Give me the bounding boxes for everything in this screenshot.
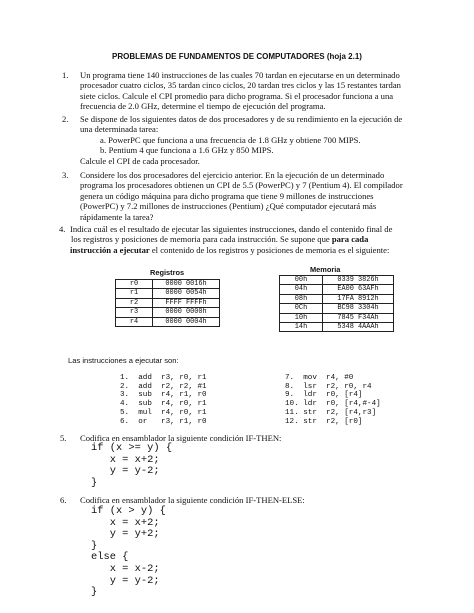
instructions-list-left: 1. add r3, r0, r1 2. add r2, r2, #1 3. sub r4, r1, r0 4. sub r4, r0, r1 5. mul r4, r0, r1 6. or r3, r1, r0 [120, 374, 207, 426]
problem-text-line: Un programa tiene 140 instrucciones de las cuales 70 tardan en ejecutarse en un determinado [80, 70, 400, 80]
problem-4 [59, 224, 410, 255]
problem-text-line: Codifica en ensamblador la siguiente condición IF-THEN: [80, 433, 282, 443]
registro-value: FFFF FFFFh [153, 298, 220, 307]
problem-number: 1. [62, 70, 69, 80]
problem-text-line: rápidamente la tarea? [80, 211, 154, 222]
memoria-value: 0339 3826h [323, 276, 394, 285]
problem-text-line: Considere los dos procesadores del ejercicio anterior. En la ejecución de un determinado [80, 170, 385, 180]
problem-text-line: genera un código máquina para dicho programa que tiene 9 millones de instrucciones [80, 190, 374, 201]
problem-text-line: Indica cuál es el resultado de ejecutar las siguientes instrucciones, dando el contenido final de [70, 224, 393, 234]
memoria-row [280, 313, 394, 322]
memoria-value: EA00 63AFh [323, 285, 394, 294]
memoria-address: 08h [280, 294, 323, 303]
subitem-b: b. Pentium 4 que funciona a 1.6 GHz y 850 MIPS. [100, 145, 274, 156]
problem-closing-line: Calcule el CPI de cada procesador. [80, 155, 200, 166]
registro-row [116, 317, 220, 326]
registro-row [116, 289, 220, 298]
registro-row [116, 308, 220, 317]
problem-text-line: Se dispone de los siguientes datos de dos procesadores y de su rendimiento en la ejecución de [80, 114, 403, 124]
registro-value: 0000 0000h [153, 308, 220, 317]
problem-text-line [70, 245, 410, 255]
problem-text-line: frecuencia de 2.0 GHz, determine el tiempo de ejecución del programa. [80, 101, 326, 112]
memoria-address: 10h [280, 313, 323, 322]
memoria-value: 17FA 8912h [323, 294, 394, 303]
problem-text-line: (PowerPC) y 7.2 millones de instrucciones (Pentium) ¿Qué computador ejecutará más [80, 201, 377, 212]
registro-value: 0000 0054h [153, 289, 220, 298]
problem-6 [60, 495, 410, 505]
problem-text-line [70, 234, 410, 244]
memoria-value: BC98 3304h [323, 304, 394, 313]
memoria-row [280, 285, 394, 294]
problem-2 [62, 114, 410, 166]
registro-name: r0 [116, 280, 153, 289]
memoria-address: 0Ch [280, 304, 323, 313]
problem-text-line: Codifica en ensamblador la siguiente condición IF-THEN-ELSE: [80, 495, 305, 505]
memoria-address: 14h [280, 323, 323, 332]
problem-text-bold: para cada [331, 234, 369, 245]
problem-3 [62, 170, 410, 222]
registros-table [115, 279, 220, 327]
registro-name: r4 [116, 317, 153, 326]
memoria-address: 04h [280, 285, 323, 294]
page-title: PROBLEMAS DE FUNDAMENTOS DE COMPUTADORES (hoja 2.1) [112, 52, 362, 61]
problem-text-line: procesador cuatro ciclos, 35 tardan cinco ciclos, 20 tardan tres ciclos y las 15 restantes tardan [80, 80, 401, 91]
instructions-list-right: 7. mov r4, #0 8. lsr r2, r0, r4 9. ldr r0, [r4] 10. ldr r0, [r4,#-4] 11. str r2, [r4,r3] 12. str r2, [r0] [285, 374, 381, 426]
problem-text-line: una determinada tarea: [80, 124, 159, 135]
memoria-value: 7845 F34Ah [323, 313, 394, 322]
instructions-label: Las instrucciones a ejecutar son: [68, 356, 179, 365]
problem-text-line: programa los procesadores obtienen un CPI de 5.5 (PowerPC) y 7 (Pentium 4). El compilador [80, 180, 403, 191]
registro-name: r2 [116, 298, 153, 307]
problem-text-bold: instrucción a ejecutar [70, 244, 150, 255]
problem-number: 3. [62, 170, 69, 180]
memoria-row [280, 304, 394, 313]
subitem-a: a. PowerPC que funciona a una frecuencia de 1.8 GHz y obtiene 700 MIPS. [100, 134, 361, 145]
memoria-table [279, 275, 394, 332]
memoria-value: 5348 4AAAh [323, 323, 394, 332]
registro-row [116, 298, 220, 307]
memoria-address: 00h [280, 276, 323, 285]
problem-number: 5. [60, 433, 67, 443]
memoria-row [280, 323, 394, 332]
problem-text: los registros y posiciones de memoria para cada instrucción. Se supone que [71, 234, 330, 245]
problem-number: 6. [60, 495, 67, 505]
problem-number: 2. [62, 114, 69, 124]
registro-value: 0000 0016h [153, 280, 220, 289]
registro-row [116, 280, 220, 289]
code-block-if-then-else: if (x > y) { x = x+2; y = y+2; } else { x = x-2; y = y-2; } [91, 505, 166, 599]
problem-number: 4. [59, 224, 66, 234]
registro-value: 0000 0004h [153, 317, 220, 326]
memoria-label: Memoria [310, 265, 341, 274]
memoria-row [280, 294, 394, 303]
registro-name: r3 [116, 308, 153, 317]
code-block-if-then: if (x >= y) { x = x+2; y = y-2; } [91, 442, 173, 489]
registros-label: Registros [150, 268, 185, 277]
problem-text-line: siete ciclos. Calcule el CPI promedio para dicho programa. Si el procesador funciona a una [80, 90, 394, 101]
problem-text: el contenido de los registros y posiciones de memoria es el siguiente: [149, 244, 390, 255]
problem-1 [62, 70, 410, 112]
memoria-row [280, 276, 394, 285]
registro-name: r1 [116, 289, 153, 298]
